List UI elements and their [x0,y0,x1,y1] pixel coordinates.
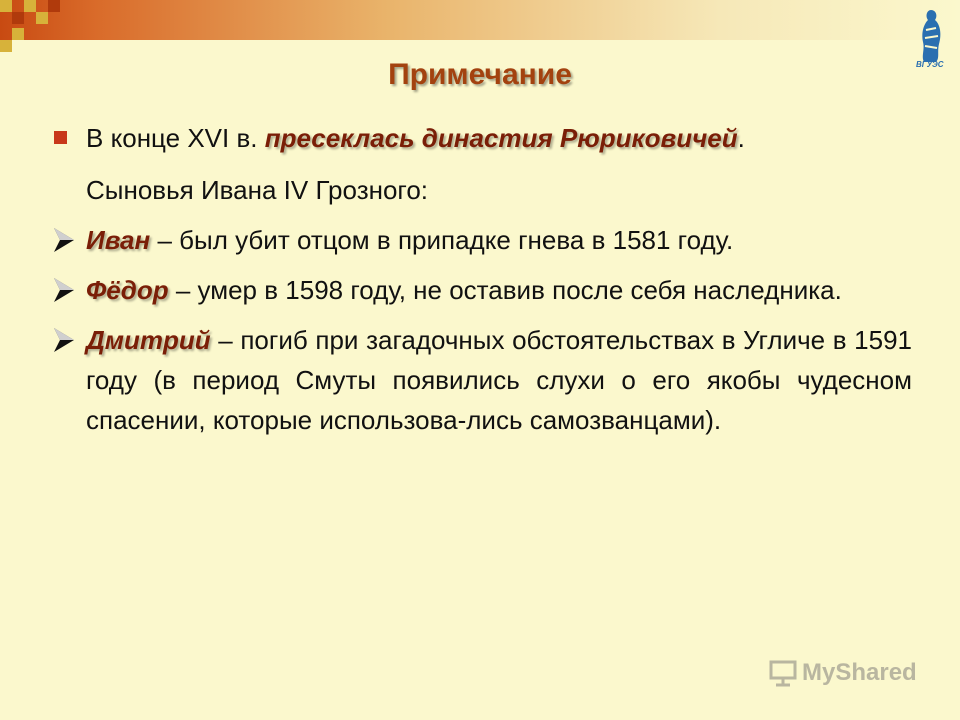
son-name: Иван [86,225,151,255]
son-name: Фёдор [86,275,169,305]
slide-content [52,118,912,440]
son-item-fyodor [52,270,912,310]
slide-title: Примечание [388,58,572,91]
arrow-bullet-icon [52,324,80,356]
arrow-bullet-icon [52,224,80,256]
son-item-ivan [52,220,912,260]
header-gradient-bar [0,0,960,40]
decor-square [0,0,12,12]
son-name: Дмитрий [86,325,211,355]
intro-subline: Сыновья Ивана IV Грозного: [86,175,429,205]
decor-square [48,0,60,12]
son-item-dmitry [52,320,912,440]
decor-square [36,12,48,24]
son-text: – погиб при загадочных обстоятельствах в Угличе в 1591 году (в период Смуты появились слухи о его якобы чудесном спасении, которые использова-лись самозванцами). [86,325,912,435]
square-bullet-icon [54,131,67,144]
son-text: – умер в 1598 году, не оставив после себя наследника. [168,275,842,305]
intro-bullet [52,118,912,210]
intro-text: В конце XVI в. [86,123,258,153]
watermark [768,658,917,688]
watermark-text: MyShared [802,659,917,686]
decor-square [12,12,24,24]
intro-highlight: пресеклась династия Рюриковичей [264,123,738,153]
intro-end: . [737,123,745,153]
arrow-bullet-icon [52,274,80,306]
decor-square [24,0,36,12]
logo-caption: ВГУЭС [916,60,944,69]
son-text: – был убит отцом в припадке гнева в 1581 году. [150,225,734,255]
decor-square [0,40,12,52]
decor-square [12,28,24,40]
presentation-board-icon [768,659,798,687]
